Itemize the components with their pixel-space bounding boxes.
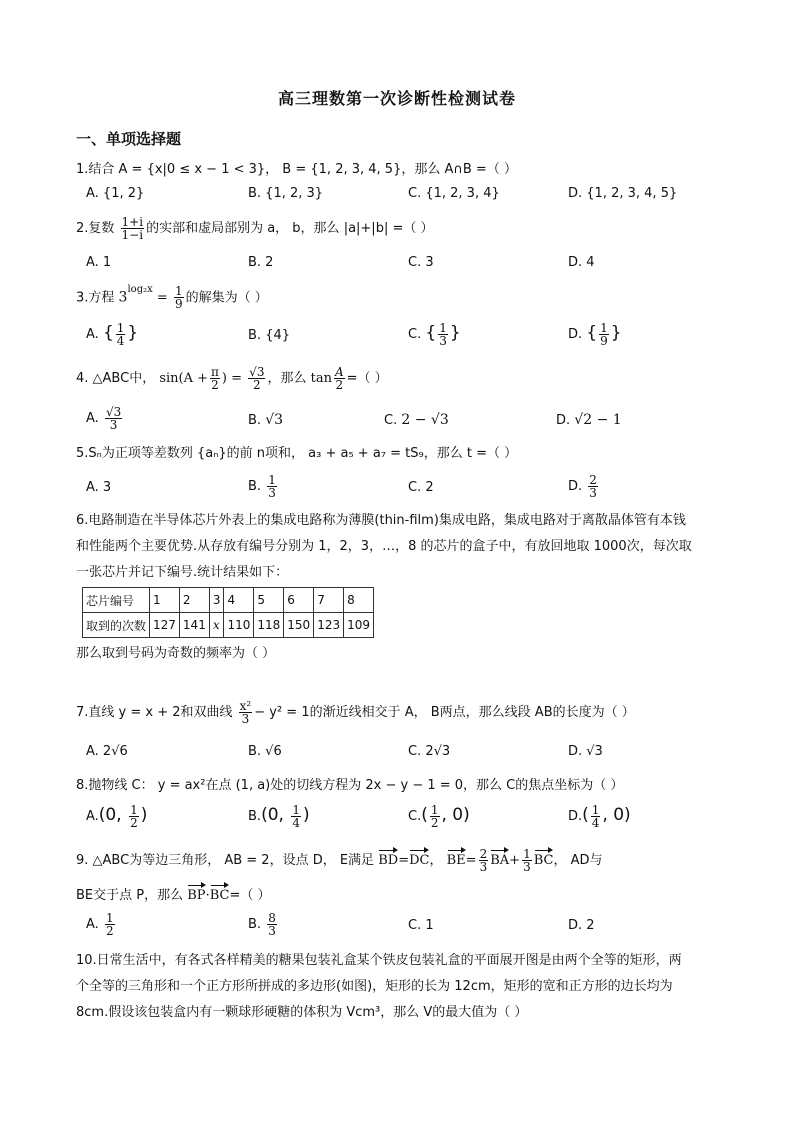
question-9-options [86, 912, 726, 944]
table-row: 芯片编号 1 2 3 4 5 6 7 8 [83, 588, 374, 613]
option-d: D. { $\frac{1}{9}$ } [568, 321, 622, 348]
option-d: D. 2 [568, 918, 595, 933]
option-c: C. 2 [408, 480, 434, 495]
question-10: 10.日常生活中，有各式各样精美的糖果包装礼盒某个铁皮包装礼盒的平面展开图是由两个全等的矩形，两 个全等的三角形和一个正方形所拼成的多边形(如图)，矩形的长为 12cm，矩形的宽和正方形的边长均为 8cm.假设该包装盒内有一颗球形硬糖的体积为 Vcm³，那么 V的最大值为（ ） [76, 953, 682, 1020]
question-4-options [86, 406, 726, 440]
option-b: B. 2 [248, 255, 274, 270]
question-5: 5.Sₙ为正项等差数列 {aₙ}的前 n项和， a₃ + a₅ + a₇ = tS₉，那么 t =（ ） [76, 446, 518, 461]
option-b: B. {1, 2, 3} [248, 186, 324, 201]
table-row: 取到的次数 127 141 x 110 118 150 123 109 [83, 613, 374, 638]
option-c: C. 3 [408, 255, 434, 270]
question-7-options [86, 744, 726, 766]
question-7: 7.直线 y = x + 2和双曲线 $\frac{\text{x²}}{3}$ − y² = 1的渐近线相交于 A， B两点，那么线段 AB的长度为（ ） [76, 699, 635, 726]
question-6-prompt: 那么取到号码为奇数的频率为（ ） [76, 646, 276, 661]
option-a: A. $\frac{√3}{3}$ [86, 405, 122, 432]
question-9-line-2: BE交于点 P，那么 BP·BC=（ ） [76, 884, 270, 906]
option-b: B. √3 [248, 412, 284, 428]
question-1-options [86, 186, 726, 208]
question-5-options [86, 474, 726, 504]
option-a: A. { $\frac{1}{4}$ } [86, 321, 139, 348]
option-d: D. √3 [568, 744, 603, 759]
option-c: C. 2√3 [408, 744, 451, 759]
option-a: A. $\frac{1}{2}$ [86, 911, 114, 938]
exam-title: 高三理数第一次诊断性检测试卷 [277, 89, 516, 108]
option-a: A.(0, $\frac{1}{2}$ ) [86, 803, 148, 830]
question-8-options [86, 804, 726, 836]
question-4: 4. △ABC中， sin(A + $\frac{\pi}{2}$ ) = $\frac{√3}{2}$ ，那么 tan $\frac{A}{2}$ =（ ） [76, 365, 388, 392]
question-2-options [86, 255, 726, 277]
option-b: B. √6 [248, 744, 282, 759]
option-c: C. { $\frac{1}{3}$ } [408, 321, 461, 348]
option-b: B. $\frac{1}{3}$ [248, 473, 276, 500]
option-a: A. 3 [86, 480, 112, 495]
question-3-options [86, 322, 726, 352]
option-a: A. {1, 2} [86, 186, 145, 201]
option-c: C.( $\frac{1}{2}$ , 0) [408, 803, 470, 830]
option-d: D.( $\frac{1}{4}$ , 0) [568, 803, 631, 830]
fraction: $\frac{1+i}{1-i}$ [121, 215, 144, 242]
option-d: D. $\frac{2}{3}$ [568, 473, 597, 500]
option-b: B. $\frac{8}{3}$ [248, 911, 276, 938]
option-c: C. 2 − √3 [384, 412, 449, 428]
option-d: D. 4 [568, 255, 595, 270]
option-d: D. {1, 2, 3, 4, 5} [568, 186, 678, 201]
option-a: A. 1 [86, 255, 112, 270]
option-c: C. 1 [408, 918, 434, 933]
question-2: 2.复数 $\frac{1+i}{1-i}$ 的实部和虚局部别为 a， b，那么 |a|+|b| =（ ） [76, 215, 434, 242]
question-6: 6.电路制造在半导体芯片外表上的集成电路称为薄膜(thin-film)集成电路，集成电路对于离散晶体管有本钱 和性能两个主要优势.从存放有编号分别为 1，2，3，…，8 的芯片的盒子中，有放回地取 1000次，每次取 一张芯片并记下编号.统计结果如下： [76, 513, 692, 580]
option-b: B. {4} [248, 328, 291, 343]
question-1: 1.结合 A = {x|0 ≤ x − 1 < 3}， B = {1, 2, 3, 4, 5}，那么 A∩B =（ ） [76, 162, 517, 177]
section-heading: 一、单项选择题 [76, 130, 182, 148]
option-a: A. 2√6 [86, 744, 128, 759]
option-c: C. {1, 2, 3, 4} [408, 186, 500, 201]
question-9-line-1: 9. △ABC为等边三角形， AB = 2，设点 D， E满足 BD=DC， BE= $\frac{2}{3}$ BA+ $\frac{1}{3}$ BC， AD与 [76, 847, 603, 874]
chip-count-table [82, 587, 374, 638]
question-8: 8.抛物线 C： y = ax²在点 (1, a)处的切线方程为 2x − y − 1 = 0，那么 C的焦点坐标为（ ） [76, 778, 624, 793]
option-d: D. √2 − 1 [556, 412, 622, 428]
question-3: 3.方程 $3^{log_2x}$ = $\frac{1}{9}$ 的解集为（ ） [76, 284, 268, 312]
option-b: B.(0, $\frac{1}{4}$ ) [248, 803, 310, 830]
